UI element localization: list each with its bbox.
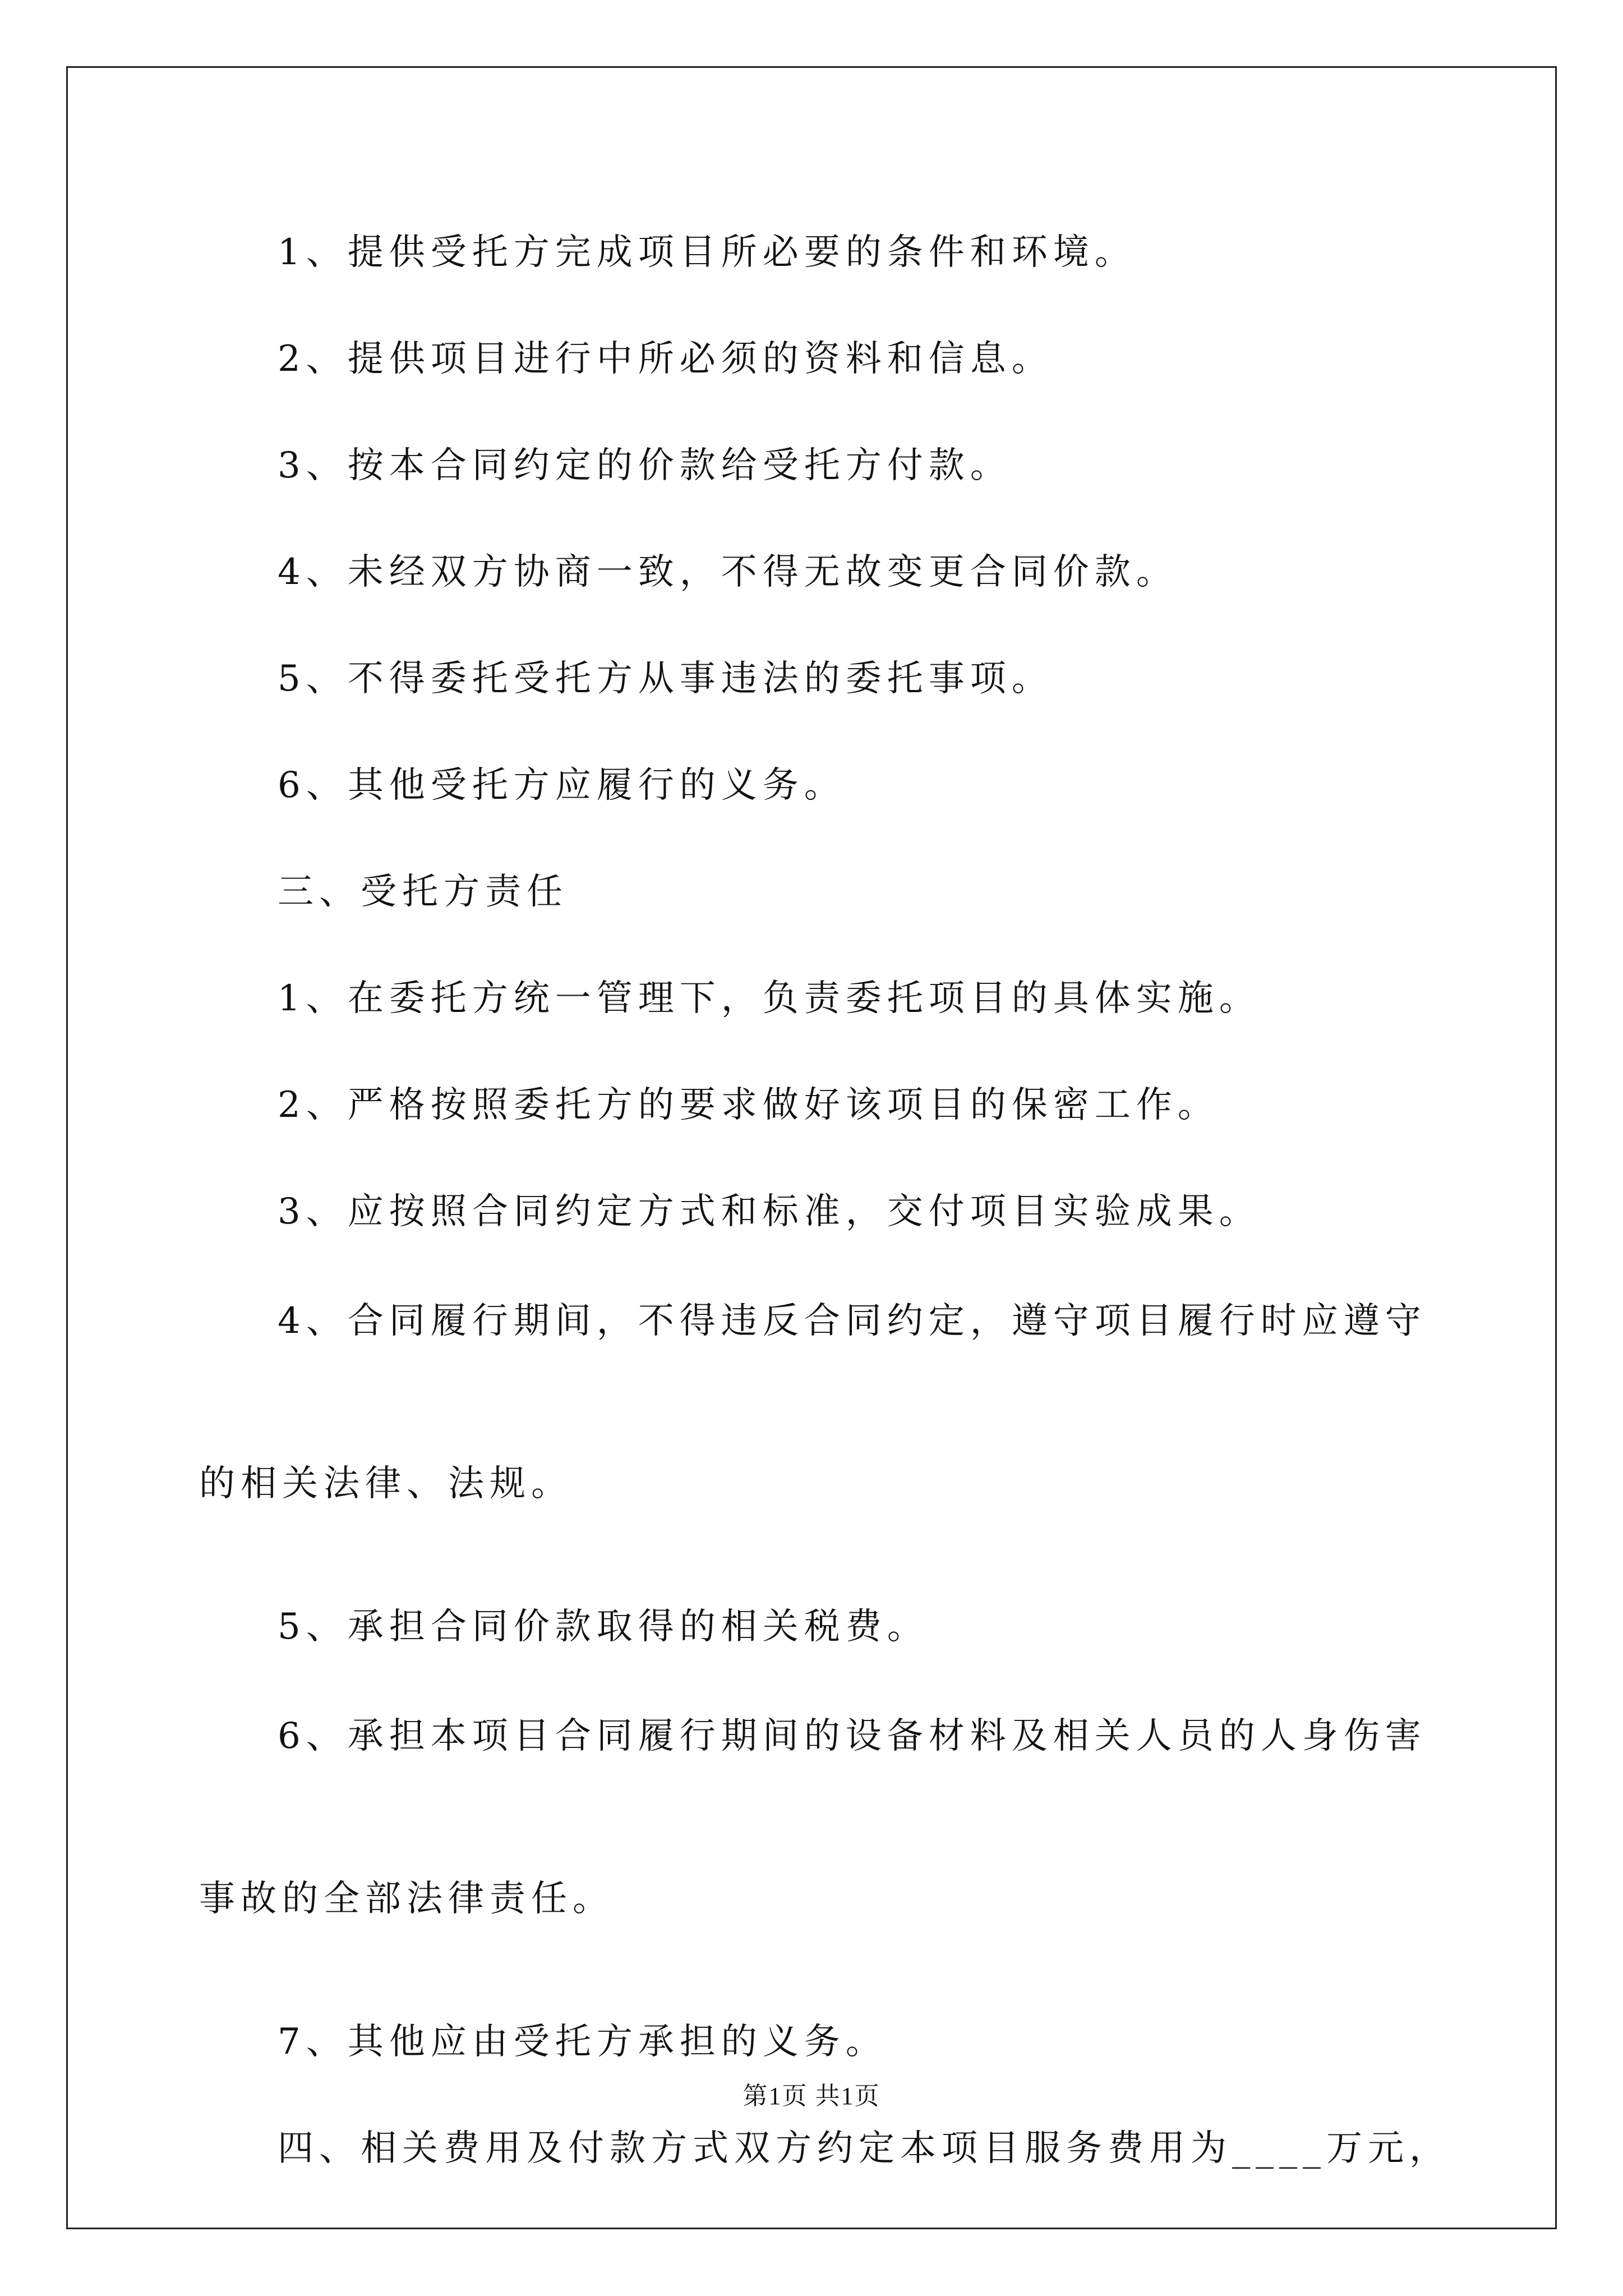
paragraph-responsibility-2: 2、严格按照委托方的要求做好该项目的保密工作。: [278, 1084, 1219, 1126]
paragraph-responsibility-7: 7、其他应由受托方承担的义务。: [278, 2021, 887, 2063]
paragraph-responsibility-1: 1、在委托方统一管理下，负责委托项目的具体实施。: [278, 978, 1261, 1019]
section-heading-trustee-responsibility: 三、受托方责任: [278, 871, 568, 913]
paragraph-obligation-6: 6、其他受托方应履行的义务。: [278, 765, 846, 806]
paragraph-obligation-1: 1、提供受托方完成项目所必要的条件和环境。: [278, 232, 1136, 273]
document-body: [199, 208, 1451, 2210]
section-heading-fees-payment: 四、相关费用及付款方式双方约定本项目服务费用为____万元，: [278, 2128, 1451, 2169]
paragraph-obligation-4: 4、未经双方协商一致，不得无故变更合同价款。: [278, 551, 1178, 593]
paragraph-responsibility-4: 4、合同履行期间，不得违反合同约定，遵守项目履行时应遵守的相关法律、法规。: [199, 1300, 1427, 1504]
paragraph-obligation-5: 5、不得委托受托方从事违法的委托事项。: [278, 658, 1053, 700]
paragraph-responsibility-3: 3、应按照合同约定方式和标准，交付项目实验成果。: [278, 1191, 1261, 1232]
paragraph-obligation-2: 2、提供项目进行中所必须的资料和信息。: [278, 338, 1053, 380]
paragraph-responsibility-6: 6、承担本项目合同履行期间的设备材料及相关人员的人身伤害事故的全部法律责任。: [199, 1715, 1427, 1920]
paragraph-obligation-3: 3、按本合同约定的价款给受托方付款。: [278, 445, 1012, 486]
page-number-footer: 第1页 共1页: [743, 2082, 880, 2110]
paragraph-responsibility-5: 5、承担合同价款取得的相关税费。: [278, 1606, 929, 1648]
